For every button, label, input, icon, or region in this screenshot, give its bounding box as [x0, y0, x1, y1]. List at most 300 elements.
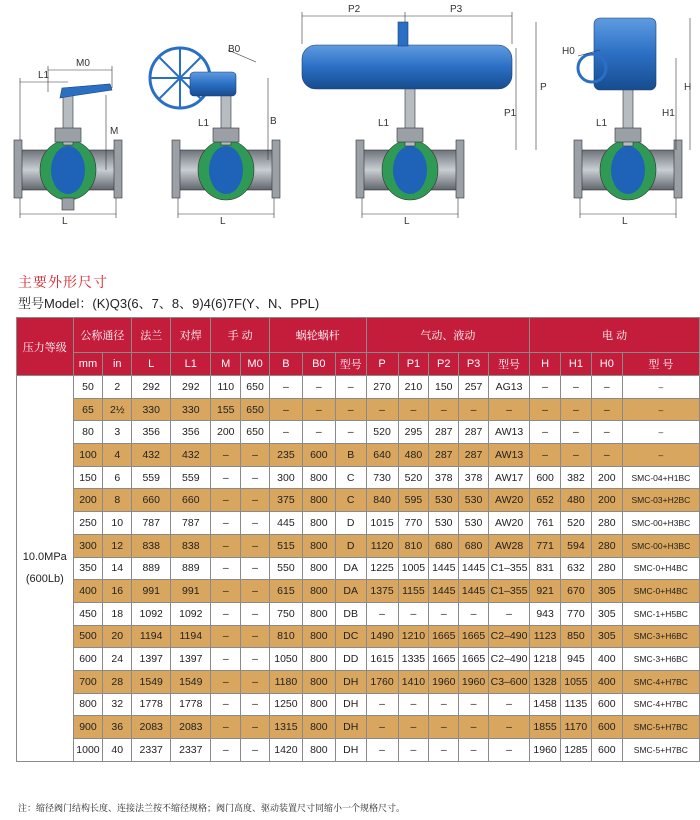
- model-line: 型号Model：(K)Q3(6、7、8、9)4(6)7F(Y、N、PPL): [18, 296, 320, 311]
- table-cell: –: [211, 693, 241, 716]
- table-cell: –: [429, 693, 459, 716]
- table-cell: 3: [103, 421, 132, 444]
- table-cell: AW20: [488, 489, 529, 512]
- table-cell: 1458: [530, 693, 561, 716]
- table-cell: 432: [171, 444, 211, 467]
- table-cell: 1665: [429, 648, 459, 671]
- table-cell: 450: [73, 602, 103, 625]
- table-cell: –: [241, 648, 270, 671]
- table-cell: –: [241, 557, 270, 580]
- table-cell: 292: [132, 376, 171, 399]
- table-cell: 10: [103, 512, 132, 535]
- table-cell: 280: [591, 534, 622, 557]
- table-cell: 1760: [366, 670, 398, 693]
- table-cell: D: [335, 534, 366, 557]
- table-cell: SMC-04+H1BC: [622, 466, 699, 489]
- table-cell: 1135: [561, 693, 592, 716]
- header-manual: 手 动: [211, 318, 270, 353]
- table-cell: 480: [398, 444, 429, 467]
- table-cell: SMC-0+H4BC: [622, 557, 699, 580]
- table-cell: –: [269, 376, 302, 399]
- header-weld: 对焊: [171, 318, 211, 353]
- table-cell: 378: [459, 466, 489, 489]
- table-cell: –: [211, 602, 241, 625]
- table-cell: 800: [302, 670, 335, 693]
- table-cell: –: [488, 398, 529, 421]
- table-cell: –: [241, 693, 270, 716]
- table-cell: –: [398, 739, 429, 762]
- table-cell: 287: [429, 421, 459, 444]
- subheader-cell: M0: [241, 353, 270, 376]
- table-cell: SMC-5+H7BC: [622, 739, 699, 762]
- table-row: [17, 557, 700, 580]
- table-cell: C2–490: [488, 625, 529, 648]
- table-cell: B: [335, 444, 366, 467]
- table-cell: –: [622, 376, 699, 399]
- table-cell: 356: [171, 421, 211, 444]
- table-cell: 16: [103, 580, 132, 603]
- table-cell: 600: [530, 466, 561, 489]
- table-cell: 500: [73, 625, 103, 648]
- table-row: [17, 489, 700, 512]
- table-cell: 305: [591, 625, 622, 648]
- label-l: L: [220, 216, 226, 227]
- table-cell: 660: [171, 489, 211, 512]
- header-pneumatic: 气动、液动: [366, 318, 530, 353]
- label-b: B: [270, 116, 277, 127]
- table-cell: 480: [561, 489, 592, 512]
- table-row: [17, 670, 700, 693]
- table-cell: 800: [302, 693, 335, 716]
- subheader-cell: L1: [171, 353, 211, 376]
- table-cell: –: [241, 602, 270, 625]
- table-cell: –: [561, 444, 592, 467]
- table-cell: C1–355: [488, 557, 529, 580]
- table-row: [17, 716, 700, 739]
- table-cell: 600: [591, 693, 622, 716]
- table-cell: –: [398, 716, 429, 739]
- table-cell: 680: [459, 534, 489, 557]
- table-cell: 280: [591, 557, 622, 580]
- table-cell: 1615: [366, 648, 398, 671]
- table-cell: 800: [302, 602, 335, 625]
- table-cell: 378: [429, 466, 459, 489]
- table-cell: 1410: [398, 670, 429, 693]
- table-cell: 800: [302, 534, 335, 557]
- table-cell: –: [591, 444, 622, 467]
- table-cell: –: [241, 670, 270, 693]
- table-cell: 810: [398, 534, 429, 557]
- table-cell: 838: [171, 534, 211, 557]
- table-cell: 330: [132, 398, 171, 421]
- table-cell: –: [211, 489, 241, 512]
- table-cell: 800: [302, 739, 335, 762]
- valve-body-2: [172, 95, 280, 200]
- table-cell: 300: [73, 534, 103, 557]
- table-cell: 921: [530, 580, 561, 603]
- table-cell: 280: [591, 512, 622, 535]
- table-cell: –: [622, 444, 699, 467]
- table-cell: 200: [591, 466, 622, 489]
- table-cell: C2–490: [488, 648, 529, 671]
- table-cell: 80: [73, 421, 103, 444]
- table-cell: 520: [398, 466, 429, 489]
- label-p2: P2: [348, 4, 361, 15]
- table-cell: –: [241, 625, 270, 648]
- pressure-class-line: 10.0MPa: [22, 551, 67, 564]
- table-cell: 787: [132, 512, 171, 535]
- table-cell: 770: [398, 512, 429, 535]
- table-row: [17, 376, 700, 399]
- table-cell: 1397: [171, 648, 211, 671]
- label-m: M: [110, 126, 119, 137]
- table-cell: 810: [269, 625, 302, 648]
- table-cell: 1194: [132, 625, 171, 648]
- table-cell: 700: [73, 670, 103, 693]
- table-cell: 28: [103, 670, 132, 693]
- label-l1: L1: [596, 118, 608, 129]
- label-l1: L1: [38, 70, 50, 81]
- table-cell: 36: [103, 716, 132, 739]
- header-flange: 法兰: [132, 318, 171, 353]
- table-cell: SMC-5+H7BC: [622, 716, 699, 739]
- table-cell: –: [398, 602, 429, 625]
- table-cell: –: [459, 398, 489, 421]
- label-l1: L1: [198, 118, 210, 129]
- subheader-cell: B0: [302, 353, 335, 376]
- table-cell: –: [530, 398, 561, 421]
- table-cell: 292: [171, 376, 211, 399]
- table-cell: 900: [73, 716, 103, 739]
- table-cell: 14: [103, 557, 132, 580]
- table-cell: SMC-00+H3BC: [622, 512, 699, 535]
- table-cell: –: [530, 444, 561, 467]
- table-cell: 991: [171, 580, 211, 603]
- table-cell: AW28: [488, 534, 529, 557]
- table-cell: 1445: [459, 557, 489, 580]
- table-cell: –: [241, 739, 270, 762]
- table-cell: 800: [302, 716, 335, 739]
- table-cell: 356: [132, 421, 171, 444]
- subheader-cell: mm: [73, 353, 103, 376]
- table-cell: 889: [171, 557, 211, 580]
- table-cell: –: [398, 693, 429, 716]
- table-cell: –: [241, 512, 270, 535]
- table-cell: –: [211, 444, 241, 467]
- table-cell: –: [366, 693, 398, 716]
- table-cell: 670: [561, 580, 592, 603]
- table-cell: 1123: [530, 625, 561, 648]
- table-cell: 1015: [366, 512, 398, 535]
- table-cell: –: [241, 466, 270, 489]
- table-cell: C: [335, 466, 366, 489]
- table-cell: 400: [591, 670, 622, 693]
- table-cell: –: [459, 693, 489, 716]
- header-worm: 蜗轮蜗杆: [269, 318, 366, 353]
- subheader-cell: H1: [561, 353, 592, 376]
- table-row: [17, 444, 700, 467]
- subheader-cell: P1: [398, 353, 429, 376]
- table-cell: 600: [73, 648, 103, 671]
- table-cell: AW13: [488, 421, 529, 444]
- table-cell: 595: [398, 489, 429, 512]
- table-cell: –: [561, 376, 592, 399]
- table-cell: 1210: [398, 625, 429, 648]
- label-h: H: [684, 82, 692, 93]
- label-b0: B0: [228, 44, 241, 55]
- table-cell: 200: [591, 489, 622, 512]
- table-cell: 1155: [398, 580, 429, 603]
- subheader-cell: B: [269, 353, 302, 376]
- table-cell: –: [622, 398, 699, 421]
- table-row: [17, 512, 700, 535]
- table-cell: –: [211, 557, 241, 580]
- table-row: [17, 602, 700, 625]
- table-cell: 652: [530, 489, 561, 512]
- table-cell: 1375: [366, 580, 398, 603]
- table-cell: –: [211, 625, 241, 648]
- table-cell: 1092: [132, 602, 171, 625]
- table-cell: –: [429, 602, 459, 625]
- electric-actuator: [594, 18, 656, 90]
- table-cell: 1194: [171, 625, 211, 648]
- dimension-table: [16, 317, 700, 762]
- table-cell: –: [459, 716, 489, 739]
- table-cell: 210: [398, 376, 429, 399]
- table-cell: AG13: [488, 376, 529, 399]
- table-cell: 1055: [561, 670, 592, 693]
- table-cell: –: [302, 398, 335, 421]
- table-cell: 800: [302, 625, 335, 648]
- table-cell: 12: [103, 534, 132, 557]
- table-cell: 200: [211, 421, 241, 444]
- table-cell: –: [459, 602, 489, 625]
- table-cell: 257: [459, 376, 489, 399]
- table-cell: 594: [561, 534, 592, 557]
- table-cell: 945: [561, 648, 592, 671]
- table-cell: 640: [366, 444, 398, 467]
- table-cell: –: [269, 421, 302, 444]
- table-cell: 1778: [171, 693, 211, 716]
- table-cell: 1855: [530, 716, 561, 739]
- table-cell: 1778: [132, 693, 171, 716]
- table-cell: –: [302, 376, 335, 399]
- table-cell: 1050: [269, 648, 302, 671]
- table-cell: C: [335, 489, 366, 512]
- table-cell: –: [530, 376, 561, 399]
- subheader-cell: P3: [459, 353, 489, 376]
- header-pressure: 压力等级: [17, 318, 74, 376]
- table-cell: 18: [103, 602, 132, 625]
- table-cell: C3–600: [488, 670, 529, 693]
- table-cell: 2½: [103, 398, 132, 421]
- label-l: L: [622, 216, 628, 227]
- table-cell: 250: [73, 512, 103, 535]
- table-cell: 800: [73, 693, 103, 716]
- label-l: L: [404, 216, 410, 227]
- table-cell: 615: [269, 580, 302, 603]
- table-cell: 530: [429, 512, 459, 535]
- table-cell: C1–355: [488, 580, 529, 603]
- label-p: P: [540, 82, 547, 93]
- table-cell: 1445: [429, 580, 459, 603]
- table-cell: –: [241, 716, 270, 739]
- table-cell: 32: [103, 693, 132, 716]
- table-cell: 831: [530, 557, 561, 580]
- header-electric: 电 动: [530, 318, 700, 353]
- subheader-cell: M: [211, 353, 241, 376]
- table-cell: 559: [171, 466, 211, 489]
- table-cell: DA: [335, 580, 366, 603]
- table-cell: 287: [429, 444, 459, 467]
- table-cell: –: [366, 602, 398, 625]
- table-cell: 40: [103, 739, 132, 762]
- table-row: [17, 534, 700, 557]
- table-cell: 660: [132, 489, 171, 512]
- table-cell: 432: [132, 444, 171, 467]
- table-cell: 750: [269, 602, 302, 625]
- table-cell: –: [211, 648, 241, 671]
- table-cell: –: [335, 376, 366, 399]
- table-cell: 1665: [429, 625, 459, 648]
- table-cell: 680: [429, 534, 459, 557]
- table-cell: AW20: [488, 512, 529, 535]
- table-cell: 943: [530, 602, 561, 625]
- table-cell: 110: [211, 376, 241, 399]
- subheader-cell: 型号: [488, 353, 529, 376]
- table-cell: 155: [211, 398, 241, 421]
- figure-pneumatic: [302, 4, 547, 227]
- footnote: 注：缩径阀门结构长度、连接法兰按不缩径规格；阀门高度、驱动装置尺寸同缩小一个规格尺寸。: [18, 803, 406, 813]
- figure-electric: [562, 18, 691, 227]
- table-cell: –: [335, 398, 366, 421]
- pneumatic-cylinder: [302, 45, 512, 89]
- table-cell: DA: [335, 557, 366, 580]
- section-title: 主要外形尺寸: [18, 274, 108, 290]
- table-cell: –: [488, 693, 529, 716]
- table-cell: 287: [459, 444, 489, 467]
- figure-worm-gear: [150, 44, 280, 227]
- table-cell: 650: [241, 421, 270, 444]
- table-cell: DD: [335, 648, 366, 671]
- label-l1: L1: [378, 118, 390, 129]
- table-cell: –: [488, 602, 529, 625]
- table-cell: 600: [591, 739, 622, 762]
- table-cell: 2083: [132, 716, 171, 739]
- table-cell: 515: [269, 534, 302, 557]
- table-cell: –: [591, 376, 622, 399]
- table-cell: 8: [103, 489, 132, 512]
- table-cell: –: [211, 534, 241, 557]
- table-cell: 800: [302, 466, 335, 489]
- table-cell: –: [429, 398, 459, 421]
- table-cell: 2083: [171, 716, 211, 739]
- table-cell: –: [366, 398, 398, 421]
- table-cell: 24: [103, 648, 132, 671]
- table-cell: 2: [103, 376, 132, 399]
- table-cell: 1180: [269, 670, 302, 693]
- table-cell: 600: [591, 716, 622, 739]
- table-cell: 550: [269, 557, 302, 580]
- lever-handle: [60, 84, 112, 98]
- table-cell: –: [211, 512, 241, 535]
- table-cell: 530: [429, 489, 459, 512]
- table-cell: –: [591, 398, 622, 421]
- table-row: [17, 398, 700, 421]
- table-cell: 520: [366, 421, 398, 444]
- table-cell: –: [398, 398, 429, 421]
- table-cell: –: [269, 398, 302, 421]
- table-cell: DH: [335, 739, 366, 762]
- label-h1: H1: [662, 108, 675, 119]
- subheader-cell: 型 号: [622, 353, 699, 376]
- table-cell: 1000: [73, 739, 103, 762]
- table-cell: –: [241, 580, 270, 603]
- table-cell: 400: [73, 580, 103, 603]
- subheader-cell: in: [103, 353, 132, 376]
- table-cell: 150: [429, 376, 459, 399]
- table-cell: –: [488, 716, 529, 739]
- table-cell: –: [335, 421, 366, 444]
- table-cell: 838: [132, 534, 171, 557]
- table-cell: –: [561, 421, 592, 444]
- table-cell: 632: [561, 557, 592, 580]
- table-cell: 1397: [132, 648, 171, 671]
- table-cell: 1445: [459, 580, 489, 603]
- table-cell: 1120: [366, 534, 398, 557]
- table-cell: 650: [241, 376, 270, 399]
- subheader-cell: 型号: [335, 353, 366, 376]
- table-cell: 1218: [530, 648, 561, 671]
- table-cell: –: [366, 739, 398, 762]
- table-cell: 840: [366, 489, 398, 512]
- table-cell: 1665: [459, 648, 489, 671]
- subheader-cell: L: [132, 353, 171, 376]
- table-cell: 375: [269, 489, 302, 512]
- header-dn: 公称通径: [73, 318, 132, 353]
- table-cell: 1960: [459, 670, 489, 693]
- table-cell: 787: [171, 512, 211, 535]
- table-cell: 65: [73, 398, 103, 421]
- table-cell: 1445: [429, 557, 459, 580]
- table-cell: 300: [269, 466, 302, 489]
- table-row: [17, 648, 700, 671]
- table-cell: 800: [302, 580, 335, 603]
- table-cell: 530: [459, 489, 489, 512]
- table-cell: 200: [73, 489, 103, 512]
- table-cell: 1549: [171, 670, 211, 693]
- label-l: L: [62, 216, 68, 227]
- table-cell: –: [211, 739, 241, 762]
- table-cell: SMC-03+H2BC: [622, 489, 699, 512]
- table-cell: 1328: [530, 670, 561, 693]
- table-cell: 400: [591, 648, 622, 671]
- table-cell: 1490: [366, 625, 398, 648]
- table-cell: AW17: [488, 466, 529, 489]
- subheader-cell: H: [530, 353, 561, 376]
- table-cell: –: [211, 466, 241, 489]
- table-cell: 1225: [366, 557, 398, 580]
- table-row: [17, 580, 700, 603]
- valve-body-3: [356, 88, 464, 200]
- table-cell: 761: [530, 512, 561, 535]
- table-cell: 445: [269, 512, 302, 535]
- table-cell: 889: [132, 557, 171, 580]
- label-p3: P3: [450, 4, 463, 15]
- table-cell: –: [591, 421, 622, 444]
- table-cell: –: [561, 398, 592, 421]
- table-cell: SMC-3+H6BC: [622, 648, 699, 671]
